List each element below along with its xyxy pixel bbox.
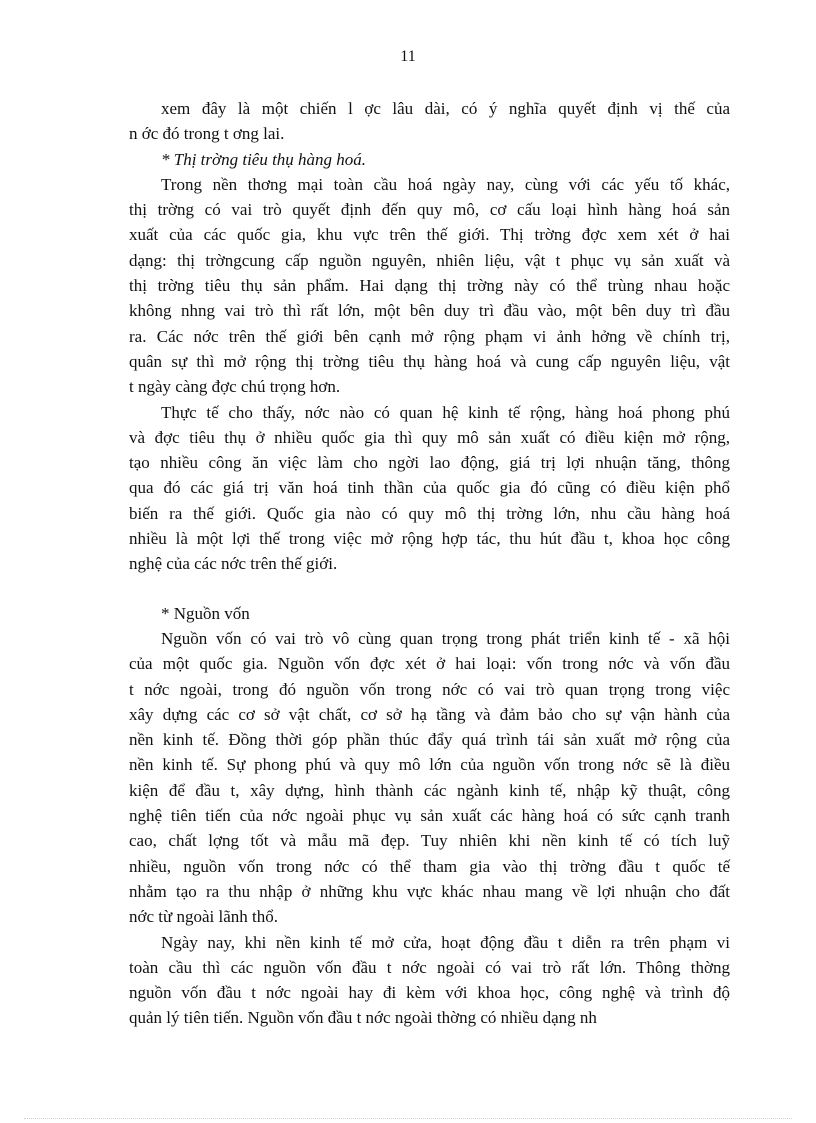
- section-heading: [129, 147, 730, 172]
- text-line: không nhng vai trò thì rất lớn, một bên duy trì đầu vào, một bên duy trì đầu: [129, 301, 730, 321]
- text-line: t nớc ngoài, trong đó nguồn vốn trong nớc có vai trò quan trọng trong việc: [129, 679, 730, 699]
- text-line: kiện để đầu t, xây dựng, hình thành các ngành kinh tế, nhập kỹ thuật, công: [129, 780, 730, 800]
- text-line: Trong nền thơng mại toàn cầu hoá ngày nay, cùng với các yếu tố khác,: [161, 174, 730, 194]
- page-bottom-rule: [24, 1118, 792, 1119]
- text-line: nhiều là một lợi thế trong việc mở rộng hợp tác, thu hút đầu t, khoa học công: [129, 529, 730, 549]
- text-line: ra. Các nớc trên thế giới bên cạnh mở rộng phạm vi ảnh hởng về chính trị,: [129, 326, 730, 346]
- text-line: của một quốc gia. Nguồn vốn đợc xét ở hai loại: vốn trong nớc và vốn đầu: [129, 654, 730, 674]
- paragraph: [129, 626, 730, 930]
- text-line: cao, chất lợng tốt và mẫu mã đẹp. Tuy nhiên khi nền kinh tế có tích luỹ: [129, 831, 730, 851]
- paragraph: [129, 172, 730, 400]
- text-line: Ngày nay, khi nền kinh tế mở cửa, hoạt động đầu t diễn ra trên phạm vi: [161, 932, 730, 952]
- paragraph: [129, 96, 730, 147]
- text-line: thị trờng có vai trò quyết định đến quy mô, cơ cấu loại hình hàng hoá sản: [129, 200, 730, 220]
- text-line: và đợc tiêu thụ ở nhiều quốc gia thì quy mô sản xuất có điều kiện mở rộng,: [129, 427, 730, 447]
- text-line: * Nguồn vốn: [161, 603, 250, 623]
- text-line: nhiều, nguồn vốn trong nớc có thể tham gia vào thị trờng đầu t quốc tế: [129, 856, 730, 876]
- document-body: [129, 96, 730, 1031]
- paragraph: [129, 930, 730, 1031]
- paragraph-gap: [129, 577, 730, 601]
- text-line: xem đây là một chiến l ợc lâu dài, có ý nghĩa quyết định vị thế của: [161, 99, 730, 118]
- text-line: dạng: thị trờngcung cấp nguồn nguyên, nhiên liệu, vật t phục vụ sản xuất và: [129, 250, 730, 270]
- text-line: qua đó các giá trị văn hoá tinh thần của quốc gia đó cũng có điều kiện phổ: [129, 478, 730, 498]
- text-line: xuất của các quốc gia, khu vực trên thế giới. Thị trờng đợc xem xét ở hai: [129, 225, 730, 245]
- paragraph: [129, 400, 730, 577]
- text-line: Nguồn vốn có vai trò vô cùng quan trọng trong phát triển kinh tế - xã hội: [161, 628, 730, 648]
- text-line: quản lý tiên tiến. Nguồn vốn đầu t nớc ngoài thờng có nhiều dạng nh: [129, 1008, 597, 1028]
- text-line: Thực tế cho thấy, nớc nào có quan hệ kinh tế rộng, hàng hoá phong phú: [161, 402, 730, 422]
- page-number: 11: [400, 48, 416, 65]
- text-line: nớc từ ngoài lãnh thổ.: [129, 907, 278, 927]
- text-line: biến ra thế giới. Quốc gia nào có quy mô thị trờng lớn, nhu cầu hàng hoá: [129, 503, 730, 523]
- text-line: nguồn vốn đầu t nớc ngoài hay đi kèm với khoa học, công nghệ và trình độ: [129, 983, 730, 1003]
- text-line: tạo nhiều công ăn việc làm cho ngời lao động, giá trị lợi nhuận tăng, thông: [129, 453, 730, 473]
- text-line: toàn cầu thì các nguồn vốn đầu t nớc ngoài có vai trò rất lớn. Thông thờng: [129, 957, 730, 977]
- paragraph: [129, 601, 730, 626]
- text-line: nhằm tạo ra thu nhập ở những khu vực khác nhau mang về lợi nhuận cho đất: [129, 881, 730, 901]
- text-line: nghệ tiên tiến của nớc ngoài phục vụ sản xuất các hàng hoá có sức cạnh tranh: [129, 806, 730, 826]
- text-line: xây dựng các cơ sở vật chất, cơ sở hạ tầng và đảm bảo cho sự vận hành của: [129, 704, 730, 724]
- text-line: nền kinh tế. Đồng thời góp phần thúc đẩy quá trình tái sản xuất mở rộng của: [129, 730, 730, 750]
- text-line: n ớc đó trong t ơng lai.: [129, 124, 285, 144]
- text-line: t ngày càng đợc chú trọng hơn.: [129, 377, 341, 397]
- text-line: nền kinh tế. Sự phong phú và quy mô lớn của nguồn vốn trong nớc sẽ là điều: [129, 755, 730, 775]
- text-line: * Thị trờng tiêu thụ hàng hoá.: [161, 149, 367, 169]
- text-line: thị trờng tiêu thụ sản phẩm. Hai dạng thị trờng này có thể trùng nhau hoặc: [129, 276, 730, 296]
- text-line: nghệ của các nớc trên thế giới.: [129, 554, 338, 574]
- text-line: quân sự thì mở rộng thị trờng tiêu thụ hàng hoá và cung cấp nguyên liệu, vật: [129, 351, 730, 371]
